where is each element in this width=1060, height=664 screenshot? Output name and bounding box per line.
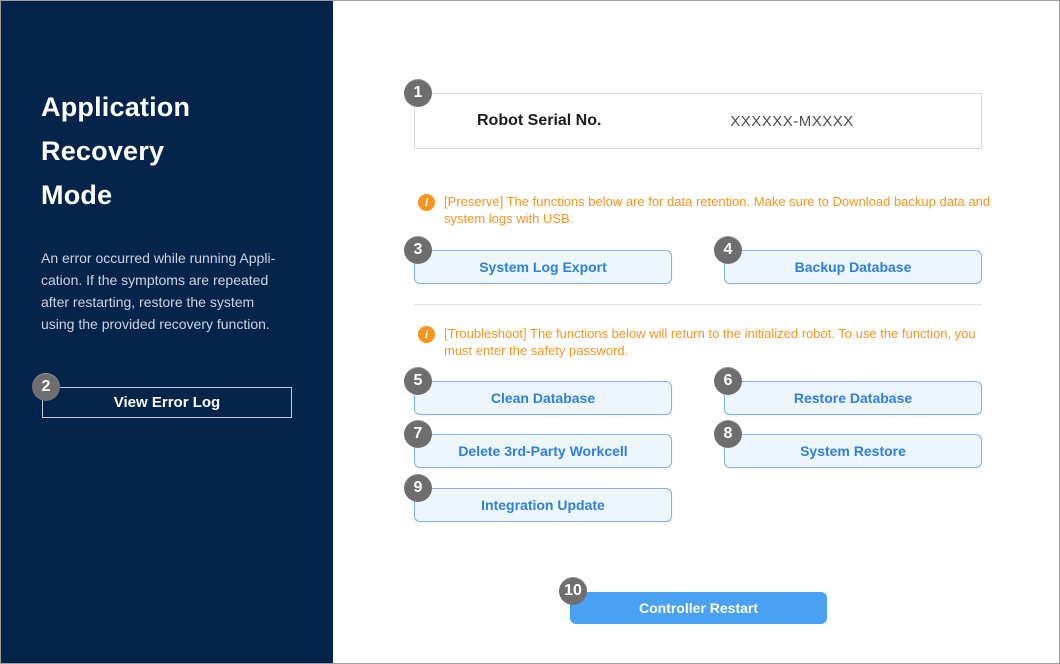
preserve-note-text <box>444 193 990 227</box>
system-restore-label: System Restore <box>800 443 906 459</box>
system-log-export-label: System Log Export <box>479 259 607 275</box>
description-line: using the provided recovery function. <box>41 316 270 332</box>
delete-3rd-party-workcell-label: Delete 3rd-Party Workcell <box>458 443 628 459</box>
page-title <box>41 85 190 217</box>
step-badge-7: 7 <box>404 420 432 448</box>
step-badge-1: 1 <box>404 79 432 107</box>
system-log-export-button[interactable] <box>413 241 672 284</box>
info-icon: i <box>418 326 435 343</box>
page-title-line-3: Mode <box>41 180 113 210</box>
integration-update-label: Integration Update <box>481 497 605 513</box>
troubleshoot-note-line: must enter the safety password. <box>444 343 629 358</box>
robot-serial-label: Robot Serial No. <box>477 112 602 129</box>
description-line: after restarting, restore the system <box>41 294 255 310</box>
restore-database-label: Restore Database <box>793 390 913 406</box>
page-title-line-1: Application <box>41 92 191 122</box>
backup-database-button[interactable] <box>723 241 982 284</box>
view-error-log-button[interactable] <box>41 378 292 418</box>
robot-serial-box <box>413 84 982 149</box>
system-restore-button[interactable] <box>723 425 982 468</box>
backup-database-label: Backup Database <box>794 259 912 275</box>
recovery-description <box>41 247 275 335</box>
step-badge-4: 4 <box>714 236 742 264</box>
page-title-line-2: Recovery <box>41 136 165 166</box>
step-badge-9: 9 <box>404 474 432 502</box>
sidebar <box>1 1 333 663</box>
troubleshoot-note-line: [Troubleshoot] The functions below will return to the initialized robot. To use the function, you <box>444 326 976 341</box>
step-badge-10: 10 <box>559 577 587 605</box>
view-error-log-label: View Error Log <box>113 394 221 411</box>
description-line: An error occurred while running Appli- <box>41 250 276 266</box>
step-badge-8: 8 <box>714 420 742 448</box>
step-badge-6: 6 <box>714 367 742 395</box>
clean-database-button[interactable] <box>413 372 672 415</box>
preserve-note-line: [Preserve] The functions below are for data retention. Make sure to Download backup data and <box>444 194 991 209</box>
delete-3rd-party-workcell-button[interactable] <box>413 425 672 468</box>
preserve-note-line: system logs with USB. <box>444 211 574 226</box>
step-badge-5: 5 <box>404 367 432 395</box>
controller-restart-label: Controller Restart <box>638 600 759 616</box>
integration-update-button[interactable] <box>413 479 672 522</box>
description-line: cation. If the symptoms are repeated <box>41 272 269 288</box>
controller-restart-button[interactable] <box>564 582 827 624</box>
robot-serial-value: XXXXXX-MXXXX <box>730 112 854 130</box>
restore-database-button[interactable] <box>723 372 982 415</box>
section-divider <box>414 304 982 305</box>
clean-database-label: Clean Database <box>490 390 596 406</box>
step-badge-3: 3 <box>404 236 432 264</box>
info-icon: i <box>418 194 435 211</box>
step-badge-2: 2 <box>32 373 60 401</box>
troubleshoot-note-text <box>444 325 976 359</box>
